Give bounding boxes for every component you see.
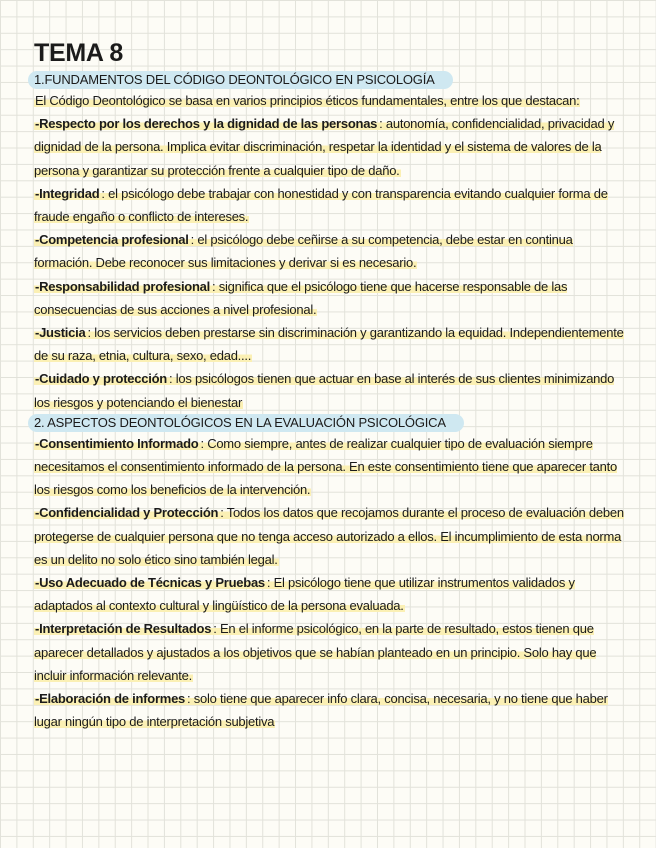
principle-responsabilidad	[34, 275, 626, 321]
section-fundamentos	[34, 71, 626, 414]
term-informes: -Elaboración de informes	[35, 691, 186, 707]
page-title: TEMA 8	[34, 39, 123, 67]
principle-cuidado	[34, 367, 626, 413]
principle-justicia	[34, 321, 626, 367]
text-responsabilidad: : significa que el psicólogo tiene que hacerse responsable de las consecuencias de sus acciones a nivel profesional.	[34, 278, 568, 317]
term-consentimiento: -Consentimiento Informado	[35, 435, 199, 451]
section-heading-evaluacion: 2. ASPECTOS DEONTOLÓGICOS EN LA EVALUACIÓN PSICOLÓGICA	[28, 414, 464, 432]
text-consentimiento: : Como siempre, antes de realizar cualquier tipo de evaluación siempre necesitamos el consentimiento informado de la persona. En este consentimiento tiene que aparecer tanto los riesgos como los beneficios de la intervención.	[34, 435, 617, 498]
text-justicia: : los servicios deben prestarse sin discriminación y garantizando la equidad. Independientemente de su raza, etnia, cultura, sexo, edad....	[34, 325, 624, 364]
term-cuidado: -Cuidado y protección	[35, 371, 167, 387]
term-confidencialidad: -Confidencialidad y Protección	[35, 505, 219, 521]
term-integridad: -Integridad	[35, 185, 100, 201]
text-competencia: : el psicólogo debe ceñirse a su competencia, debe estar en continua formación. Debe reconocer sus limitaciones y derivar si es necesario.	[34, 232, 573, 271]
term-responsabilidad: -Responsabilidad profesional	[35, 278, 211, 294]
section-evaluacion	[34, 414, 626, 734]
term-respeto: -Respecto por los derechos y la dignidad de las personas	[35, 116, 378, 132]
term-justicia: -Justicia	[35, 325, 86, 341]
term-uso-tecnicas: -Uso Adecuado de Técnicas y Pruebas	[35, 575, 265, 591]
section-heading-fundamentos: 1.FUNDAMENTOS DEL CÓDIGO DEONTOLÓGICO EN PSICOLOGÍA	[28, 71, 453, 89]
intro-text: El Código Deontológico se basa en varios principios éticos fundamentales, entre los que destacan:	[35, 93, 580, 108]
term-competencia: -Competencia profesional	[35, 232, 189, 248]
principle-integridad	[34, 182, 626, 228]
term-interpretacion: -Interpretación de Resultados	[35, 621, 212, 637]
text-respeto: : autonomía, confidencialidad, privacidad y dignidad de la persona. Implica evitar discriminación, respetar la identidad y el sistema de valores de la persona y garantizar su protección frente a cualquier tipo de daño.	[34, 116, 615, 178]
text-interpretacion: : En el informe psicológico, en la parte de resultado, estos tienen que aparecer detallados y ajustados a los objetivos que se habían planteado en un principio. Solo hay que incluir información relevante.	[34, 621, 597, 683]
principle-competencia	[34, 228, 626, 274]
aspect-uso-tecnicas	[34, 571, 626, 617]
section-intro	[34, 89, 626, 112]
text-uso-tecnicas: : El psicólogo tiene que utilizar instrumentos validados y adaptados al contexto cultural y lingüístico de la persona evaluada.	[34, 575, 575, 614]
text-integridad: : el psicólogo debe trabajar con honestidad y con transparencia evitando cualquier forma de fraude engaño o conflicto de intereses.	[34, 185, 608, 225]
principle-respeto	[34, 112, 626, 182]
text-informes: : solo tiene que aparecer info clara, concisa, necesaria, y no tiene que haber lugar ningún tipo de interpretación subjetiva	[34, 691, 608, 730]
aspect-confidencialidad	[34, 501, 626, 571]
text-cuidado: : los psicólogos tienen que actuar en base al interés de sus clientes minimizando los riesgos y potenciando el bienestar	[34, 371, 615, 410]
text-confidencialidad: : Todos los datos que recojamos durante el proceso de evaluación deben protegerse de cualquier persona que no tenga acceso autorizado a ellos. El incumplimiento de esta norma es un delito no solo ético sino también legal.	[34, 505, 624, 567]
aspect-interpretacion	[34, 617, 626, 687]
aspect-informes	[34, 687, 626, 733]
aspect-consentimiento	[34, 432, 626, 502]
